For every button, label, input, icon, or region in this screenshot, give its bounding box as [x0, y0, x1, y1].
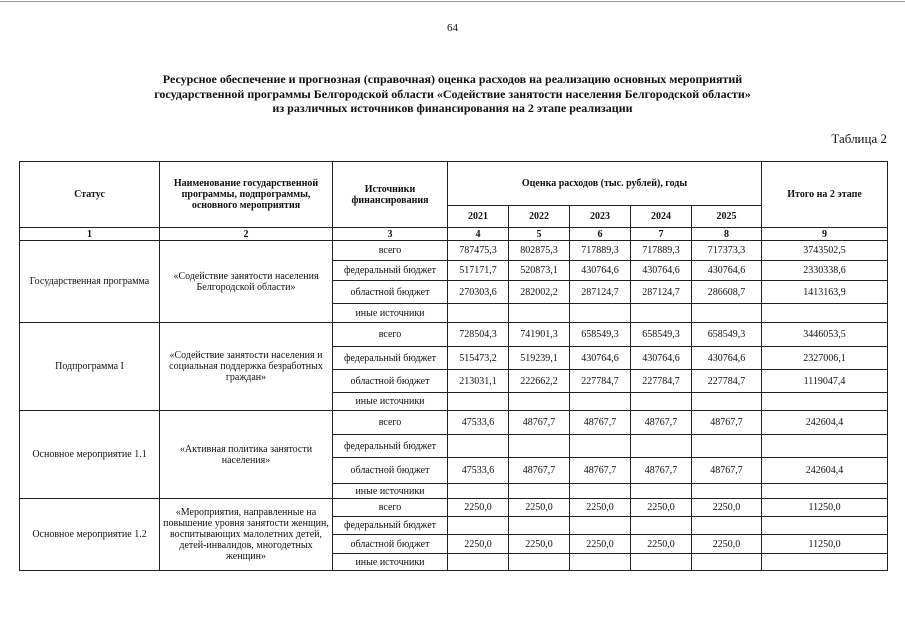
value-cell: 658549,3 [570, 323, 631, 347]
total-cell: 11250,0 [762, 499, 888, 517]
source-cell: федеральный бюджет [333, 261, 448, 281]
column-number: 3 [333, 228, 448, 241]
value-cell [509, 554, 570, 571]
total-cell: 2330338,6 [762, 261, 888, 281]
value-cell [692, 484, 762, 499]
header-name: Наименование государственной программы, подпрограммы, основного мероприятия [160, 162, 333, 228]
program-name-cell: «Мероприятия, направленные на повышение уровня занятости женщин, воспитывающих малолетних детей, детей-инвалидов, многодетных женщин» [160, 499, 333, 571]
value-cell [631, 435, 692, 458]
source-cell: всего [333, 411, 448, 435]
value-cell: 48767,7 [570, 458, 631, 484]
value-cell [509, 393, 570, 411]
value-cell [631, 517, 692, 535]
header-year: 2024 [631, 206, 692, 228]
status-cell: Основное мероприятие 1.1 [20, 411, 160, 499]
value-cell: 48767,7 [509, 411, 570, 435]
value-cell: 517171,7 [448, 261, 509, 281]
value-cell [570, 554, 631, 571]
value-cell [631, 484, 692, 499]
value-cell: 47533,6 [448, 458, 509, 484]
header-estimate: Оценка расходов (тыс. рублей), годы [448, 162, 762, 206]
value-cell [692, 554, 762, 571]
column-number: 2 [160, 228, 333, 241]
value-cell: 47533,6 [448, 411, 509, 435]
value-cell [692, 304, 762, 323]
value-cell: 430764,6 [631, 347, 692, 370]
table-row [20, 323, 888, 347]
value-cell: 741901,3 [509, 323, 570, 347]
value-cell [570, 517, 631, 535]
value-cell: 286608,7 [692, 281, 762, 304]
value-cell: 430764,6 [692, 261, 762, 281]
value-cell: 515473,2 [448, 347, 509, 370]
value-cell: 430764,6 [570, 347, 631, 370]
source-cell: иные источники [333, 484, 448, 499]
source-cell: всего [333, 323, 448, 347]
value-cell: 430764,6 [570, 261, 631, 281]
program-name-cell: «Содействие занятости населения и социальная поддержка безработных граждан» [160, 323, 333, 411]
value-cell: 519239,1 [509, 347, 570, 370]
value-cell [448, 304, 509, 323]
value-cell [570, 393, 631, 411]
column-number: 8 [692, 228, 762, 241]
value-cell [448, 554, 509, 571]
value-cell: 717373,3 [692, 241, 762, 261]
value-cell: 728504,3 [448, 323, 509, 347]
value-cell: 227784,7 [570, 370, 631, 393]
value-cell: 48767,7 [692, 411, 762, 435]
table-row [20, 241, 888, 261]
value-cell: 658549,3 [692, 323, 762, 347]
header-year: 2023 [570, 206, 631, 228]
top-border-line [0, 1, 905, 2]
value-cell: 2250,0 [692, 535, 762, 554]
value-cell: 48767,7 [570, 411, 631, 435]
column-number: 6 [570, 228, 631, 241]
value-cell: 658549,3 [631, 323, 692, 347]
total-cell [762, 435, 888, 458]
value-cell: 2250,0 [631, 535, 692, 554]
table-row [20, 499, 888, 517]
value-cell: 2250,0 [448, 535, 509, 554]
status-cell: Основное мероприятие 1.2 [20, 499, 160, 571]
total-cell: 1119047,4 [762, 370, 888, 393]
total-cell: 242604,4 [762, 411, 888, 435]
value-cell [570, 304, 631, 323]
source-cell: областной бюджет [333, 370, 448, 393]
title-line: государственной программы Белгородской области «Содействие занятости населения Белгородской области» [154, 86, 751, 101]
value-cell [509, 484, 570, 499]
value-cell: 282002,2 [509, 281, 570, 304]
source-cell: иные источники [333, 393, 448, 411]
value-cell: 2250,0 [631, 499, 692, 517]
value-cell: 287124,7 [570, 281, 631, 304]
column-number: 5 [509, 228, 570, 241]
column-number: 4 [448, 228, 509, 241]
total-cell: 1413163,9 [762, 281, 888, 304]
value-cell: 2250,0 [448, 499, 509, 517]
program-name-cell: «Содействие занятости населения Белгородской области» [160, 241, 333, 323]
total-cell: 11250,0 [762, 535, 888, 554]
total-cell [762, 304, 888, 323]
value-cell [448, 517, 509, 535]
value-cell: 287124,7 [631, 281, 692, 304]
page-number: 64 [447, 22, 458, 34]
value-cell: 717889,3 [570, 241, 631, 261]
header-total: Итого на 2 этапе [762, 162, 888, 228]
table-row [20, 411, 888, 435]
value-cell: 2250,0 [570, 499, 631, 517]
value-cell [631, 304, 692, 323]
table-label: Таблица 2 [831, 131, 887, 146]
column-number: 7 [631, 228, 692, 241]
header-status: Статус [20, 162, 160, 228]
resource-table [19, 161, 888, 571]
value-cell: 270303,6 [448, 281, 509, 304]
value-cell [509, 304, 570, 323]
program-name-cell: «Активная политика занятости населения» [160, 411, 333, 499]
source-cell: областной бюджет [333, 281, 448, 304]
source-cell: областной бюджет [333, 535, 448, 554]
value-cell [631, 554, 692, 571]
total-cell: 2327006,1 [762, 347, 888, 370]
total-cell: 3446053,5 [762, 323, 888, 347]
source-cell: всего [333, 499, 448, 517]
value-cell: 787475,3 [448, 241, 509, 261]
total-cell [762, 393, 888, 411]
source-cell: всего [333, 241, 448, 261]
status-cell: Государственная программа [20, 241, 160, 323]
header-year: 2021 [448, 206, 509, 228]
value-cell: 2250,0 [509, 499, 570, 517]
value-cell: 48767,7 [631, 411, 692, 435]
total-cell [762, 484, 888, 499]
total-cell: 242604,4 [762, 458, 888, 484]
value-cell: 430764,6 [631, 261, 692, 281]
value-cell: 227784,7 [692, 370, 762, 393]
value-cell [448, 484, 509, 499]
value-cell: 2250,0 [570, 535, 631, 554]
title-line: Ресурсное обеспечение и прогнозная (справочная) оценка расходов на реализацию основных мероприятий [162, 72, 743, 86]
value-cell [570, 435, 631, 458]
value-cell [509, 435, 570, 458]
value-cell [448, 435, 509, 458]
column-number: 1 [20, 228, 160, 241]
title-line: из различных источников финансирования на 2 этапе реализации [272, 101, 633, 115]
value-cell [692, 435, 762, 458]
value-cell: 222662,2 [509, 370, 570, 393]
total-cell [762, 554, 888, 571]
source-cell: иные источники [333, 304, 448, 323]
value-cell [692, 517, 762, 535]
value-cell: 2250,0 [509, 535, 570, 554]
value-cell: 48767,7 [509, 458, 570, 484]
source-cell: федеральный бюджет [333, 347, 448, 370]
value-cell: 48767,7 [631, 458, 692, 484]
status-cell: Подпрограмма I [20, 323, 160, 411]
value-cell: 717889,3 [631, 241, 692, 261]
document-title [60, 72, 845, 116]
value-cell: 213031,1 [448, 370, 509, 393]
value-cell [448, 393, 509, 411]
value-cell: 520873,1 [509, 261, 570, 281]
header-year: 2025 [692, 206, 762, 228]
value-cell [570, 484, 631, 499]
value-cell: 2250,0 [692, 499, 762, 517]
value-cell [692, 393, 762, 411]
column-number: 9 [762, 228, 888, 241]
header-year: 2022 [509, 206, 570, 228]
value-cell: 430764,6 [692, 347, 762, 370]
total-cell [762, 517, 888, 535]
value-cell: 48767,7 [692, 458, 762, 484]
source-cell: федеральный бюджет [333, 517, 448, 535]
total-cell: 3743502,5 [762, 241, 888, 261]
source-cell: областной бюджет [333, 458, 448, 484]
header-sources: Источники финансирования [333, 162, 448, 228]
value-cell: 227784,7 [631, 370, 692, 393]
value-cell: 802875,3 [509, 241, 570, 261]
source-cell: федеральный бюджет [333, 435, 448, 458]
value-cell [509, 517, 570, 535]
source-cell: иные источники [333, 554, 448, 571]
value-cell [631, 393, 692, 411]
